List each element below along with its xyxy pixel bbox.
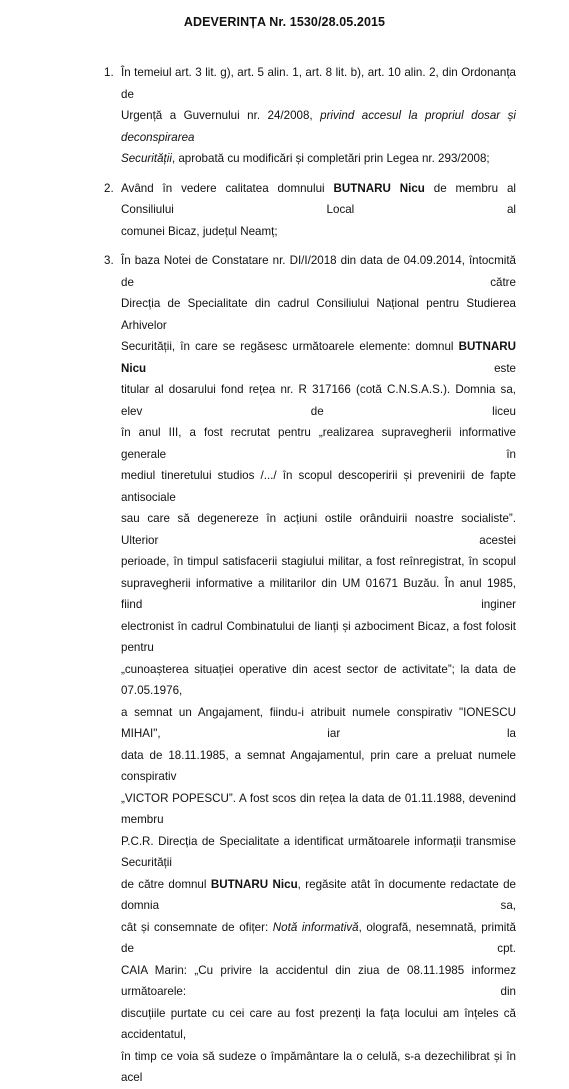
paragraph-line: „cunoașterea situației operative din acest sector de activitate”; la data de 07.05.1976, — [121, 662, 516, 697]
paragraph-line: de către domnul BUTNARU Nicu, regăsite atât în documente redactate de domnia sa, — [121, 877, 516, 912]
paragraph-line: a semnat un Angajament, fiindu-i atribuit numele conspirativ "IONESCU MIHAI", iar la — [121, 705, 516, 740]
paragraph-line: Urgență a Guvernului nr. 24/2008, privind accesul la propriul dosar și deconspirarea — [121, 109, 516, 144]
paragraph-line: Având în vedere calitatea domnului BUTNARU Nicu de membru al Consiliului Local al — [121, 181, 516, 216]
paragraph-line: CAIA Marin: „Cu privire la accidentul din ziua de 08.11.1985 informez următoarele: din — [121, 963, 516, 998]
item-number: 1. — [104, 66, 114, 79]
paragraph-line: discuțiile purtate cu cei care au fost prezenți la fața locului am înțeles că accidentatul, — [121, 1006, 516, 1041]
paragraph-line: sau care să degenereze în acțiuni ostile orânduirii noastre socialiste”. Ulterior acestei — [121, 512, 516, 547]
paragraph-line: În baza Notei de Constatare nr. DI/I/2018 din data de 04.09.2014, întocmită de către — [121, 254, 516, 289]
paragraph-line: cât și consemnate de ofițer: Notă informativă, olografă, nesemnată, primită de cpt. — [121, 920, 517, 955]
paragraph-line: Securității, aprobată cu modificări și completări prin Legea nr. 293/2008; — [121, 152, 490, 165]
paragraph-line: supravegherii informative a militarilor din UM 01671 Buzău. În anul 1985, fiind inginer — [121, 576, 516, 611]
paragraph-line: data de 18.11.1985, a semnat Angajamentul, prin care a preluat numele conspirativ — [121, 748, 516, 783]
paragraph-line: în timp ce voia să sudeze o împământare la o celulă, s-a dezechilibrat și în acel — [121, 1049, 516, 1084]
item-number: 2. — [104, 181, 114, 195]
list-item-1 — [0, 62, 516, 170]
paragraph-line: mediul tineretului studios /.../ în scopul descoperirii și prevenirii de fapte antisociale — [121, 469, 516, 504]
paragraph-line: În temeiul art. 3 lit. g), art. 5 alin. 1, art. 8 lit. b), art. 10 alin. 2, din Ordonanța de — [121, 66, 516, 101]
list-item-3 — [0, 250, 516, 1089]
paragraph-line: comunei Bicaz, județul Neamț; — [121, 224, 278, 238]
paragraph-line: perioade, în timpul satisfacerii stagiului militar, a fost reînregistrat, în scopul — [121, 555, 516, 568]
paragraph-line: electronist în cadrul Combinatului de lianți și azbociment Bicaz, a fost folosit pentru — [121, 619, 516, 654]
paragraph-line: P.C.R. Direcția de Specialitate a identificat următoarele informații transmise Securității — [121, 834, 516, 869]
paragraph-line: în anul III, a fost recrutat pentru „realizarea supravegherii informative generale în — [121, 426, 516, 461]
numbered-list — [0, 62, 569, 1089]
item-number: 3. — [104, 254, 114, 267]
paragraph-line: Direcția de Specialitate din cadrul Consiliului Național pentru Studierea Arhivelor — [121, 297, 516, 332]
paragraph-line: Securității, în care se regăsesc următoarele elemente: domnul BUTNARU Nicu este — [121, 340, 516, 375]
list-item-2 — [0, 178, 516, 243]
paragraph-line: „VICTOR POPESCU”. A fost scos din rețea la data de 01.11.1988, devenind membru — [121, 791, 516, 826]
document-title: ADEVERINȚA Nr. 1530/28.05.2015 — [183, 15, 386, 29]
paragraph-line: titular al dosarului fond rețea nr. R 317166 (cotă C.N.S.A.S.). Domnia sa, elev de liceu — [121, 383, 516, 418]
